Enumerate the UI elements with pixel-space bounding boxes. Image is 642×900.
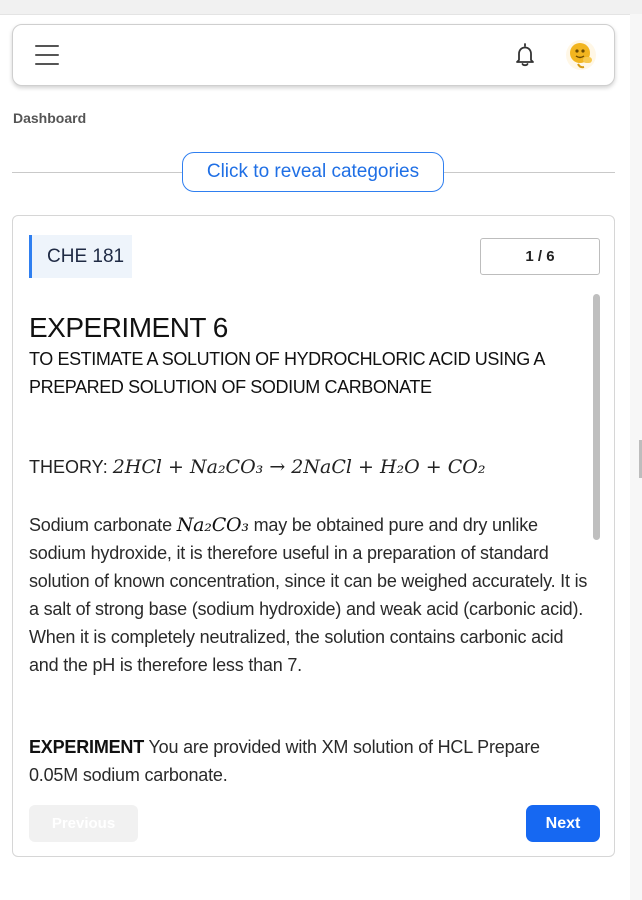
browser-top-strip: [0, 0, 642, 15]
theory-paragraph: [29, 511, 591, 679]
theory-label: THEORY:: [29, 457, 108, 477]
scrollbar-thumb[interactable]: [593, 294, 600, 540]
bell-icon-graphic: [511, 41, 539, 69]
avatar-emoji-icon: [565, 39, 597, 71]
card-counter: 1 / 6: [480, 238, 600, 275]
breadcrumb[interactable]: Dashboard: [13, 110, 87, 126]
hamburger-menu-icon[interactable]: [35, 45, 59, 65]
next-button[interactable]: Next: [526, 805, 600, 842]
theory-equation: 2HCl + Na₂CO₃ → 2NaCl + H₂O + CO₂: [112, 456, 486, 478]
course-tag: CHE 181: [29, 235, 132, 278]
card-content[interactable]: [29, 294, 591, 789]
menu-bar: [35, 45, 59, 47]
experiment-text: You are provided with XM solution of HCL Prepare 0.05M sodium carbonate.: [29, 737, 540, 785]
paragraph-intro: Sodium carbonate: [29, 515, 172, 535]
reveal-categories-button[interactable]: Click to reveal categories: [182, 152, 444, 192]
app-header: [12, 24, 615, 86]
experiment-paragraph: [29, 733, 591, 789]
bell-icon[interactable]: [511, 41, 539, 69]
experiment-label: EXPERIMENT: [29, 737, 145, 757]
content-scrollbar[interactable]: [593, 294, 600, 789]
experiment-subtitle: TO ESTIMATE A SOLUTION OF HYDROCHLORIC ACID USING A PREPARED SOLUTION OF SODIUM CARBONATE: [29, 349, 545, 397]
experiment-title: EXPERIMENT 6: [29, 312, 228, 343]
paragraph-body: may be obtained pure and dry unlike sodium hydroxide, it is therefore useful in a preparation of standard solution of known concentration, since it can be weighed accurately. It is a salt of strong base (sodium hydroxide) and weak acid (carbonic acid). When it is completely neutralized, the solution contains carbonic acid and the pH is therefore less than 7.: [29, 515, 588, 675]
flashcard: [12, 215, 615, 857]
paragraph-formula: Na₂CO₃: [176, 514, 249, 536]
menu-bar: [35, 54, 59, 56]
avatar[interactable]: [565, 39, 597, 71]
menu-bar: [35, 63, 59, 65]
theory-line: [29, 456, 591, 478]
previous-button[interactable]: Previous: [29, 805, 138, 842]
